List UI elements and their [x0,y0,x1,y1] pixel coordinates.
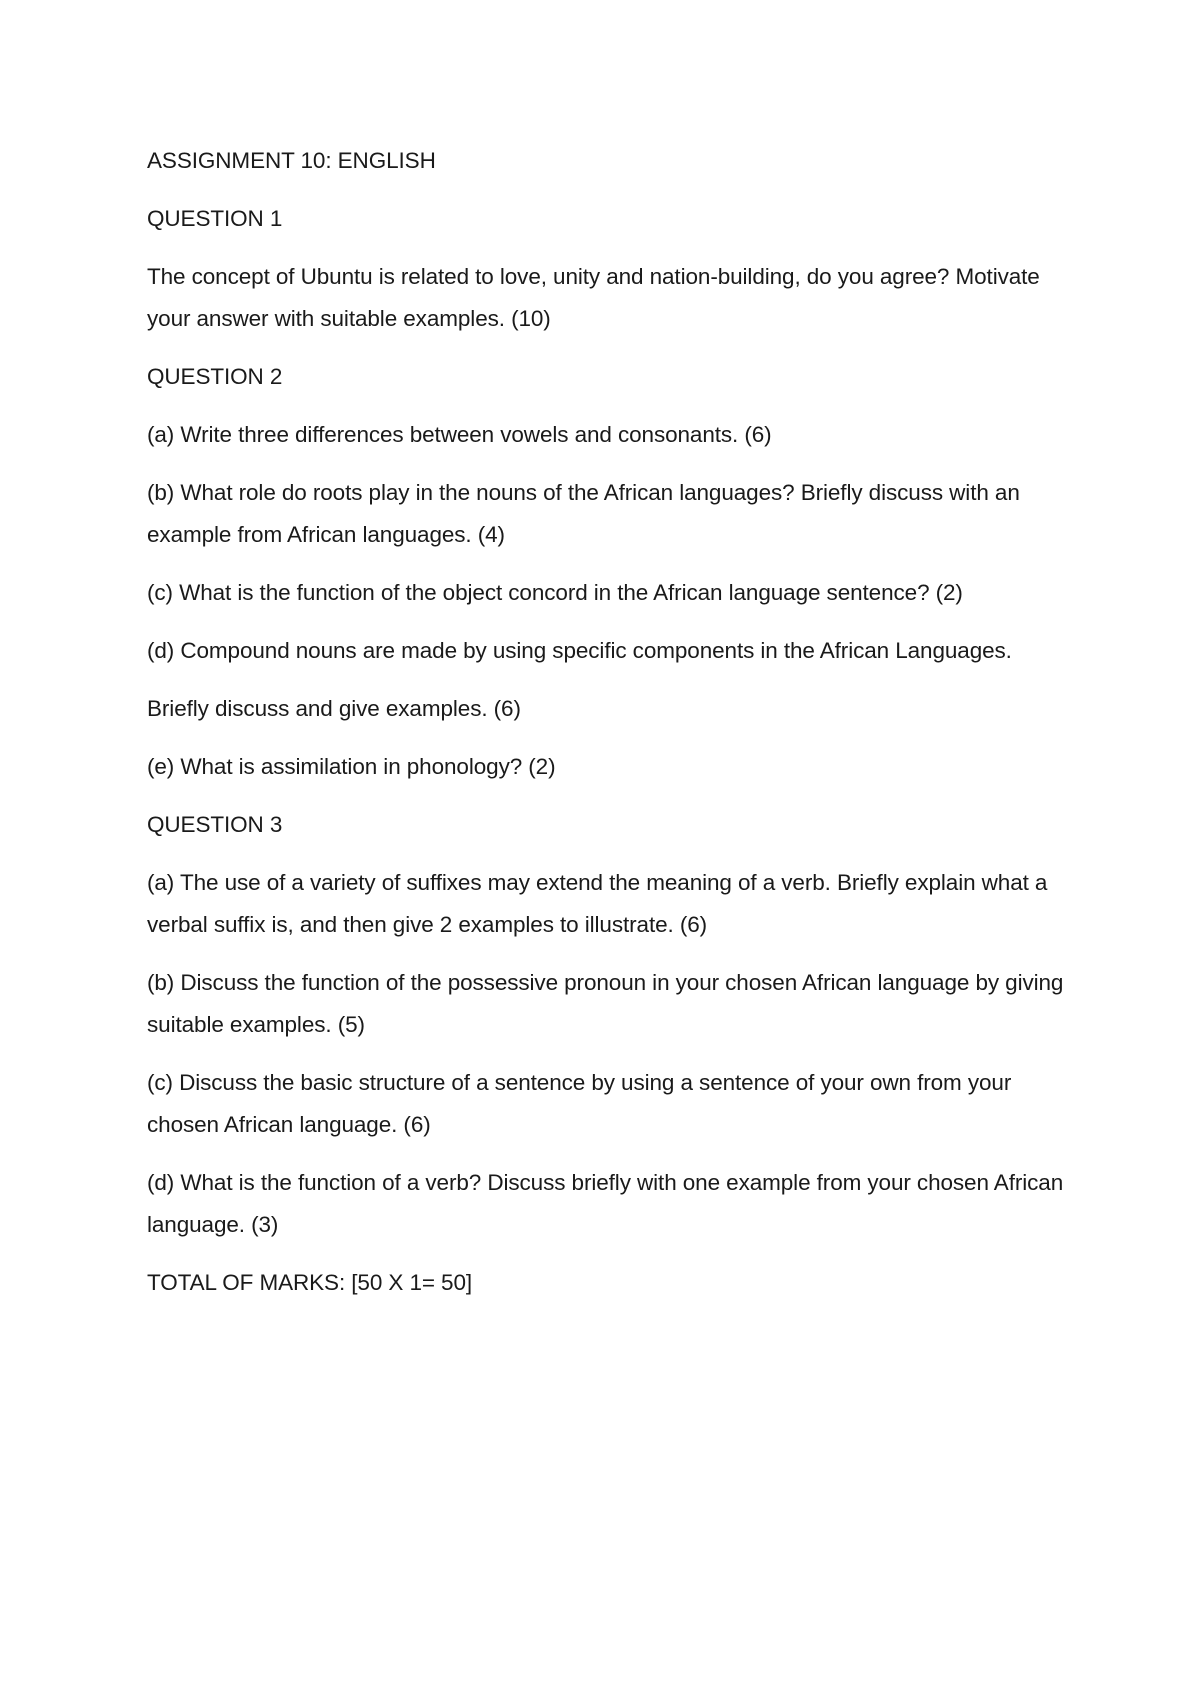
question-3-heading: QUESTION 3 [147,812,283,837]
document-title: ASSIGNMENT 10: ENGLISH [147,148,436,173]
question-3a: (a) The use of a variety of suffixes may extend the meaning of a verb. Briefly explain what a verbal suffix is, and then give 2 examples to illustrate. (6) [147,870,1048,937]
question-2a: (a) Write three differences between vowels and consonants. (6) [147,422,772,447]
question-2b: (b) What role do roots play in the nouns of the African languages? Briefly discuss with an example from African languages. (4) [147,480,1020,547]
total-marks: TOTAL OF MARKS: [50 X 1= 50] [147,1270,473,1295]
question-2e: (e) What is assimilation in phonology? (2) [147,754,556,779]
question-2d: (d) Compound nouns are made by using specific components in the African Languages. [147,638,1012,663]
question-3c: (c) Discuss the basic structure of a sentence by using a sentence of your own from your chosen African language. (6) [147,1070,1012,1137]
document-page [147,140,1077,1320]
question-2c: (c) What is the function of the object concord in the African language sentence? (2) [147,580,963,605]
question-3b: (b) Discuss the function of the possessive pronoun in your chosen African language by giving suitable examples. (5) [147,970,1064,1037]
question-2d-continued: Briefly discuss and give examples. (6) [147,696,521,721]
question-2-heading: QUESTION 2 [147,364,283,389]
question-3d: (d) What is the function of a verb? Discuss briefly with one example from your chosen African language. (3) [147,1170,1064,1237]
question-1-text: The concept of Ubuntu is related to love, unity and nation-building, do you agree? Motivate your answer with suitable examples. (10) [147,264,1040,331]
question-1-heading: QUESTION 1 [147,206,283,231]
